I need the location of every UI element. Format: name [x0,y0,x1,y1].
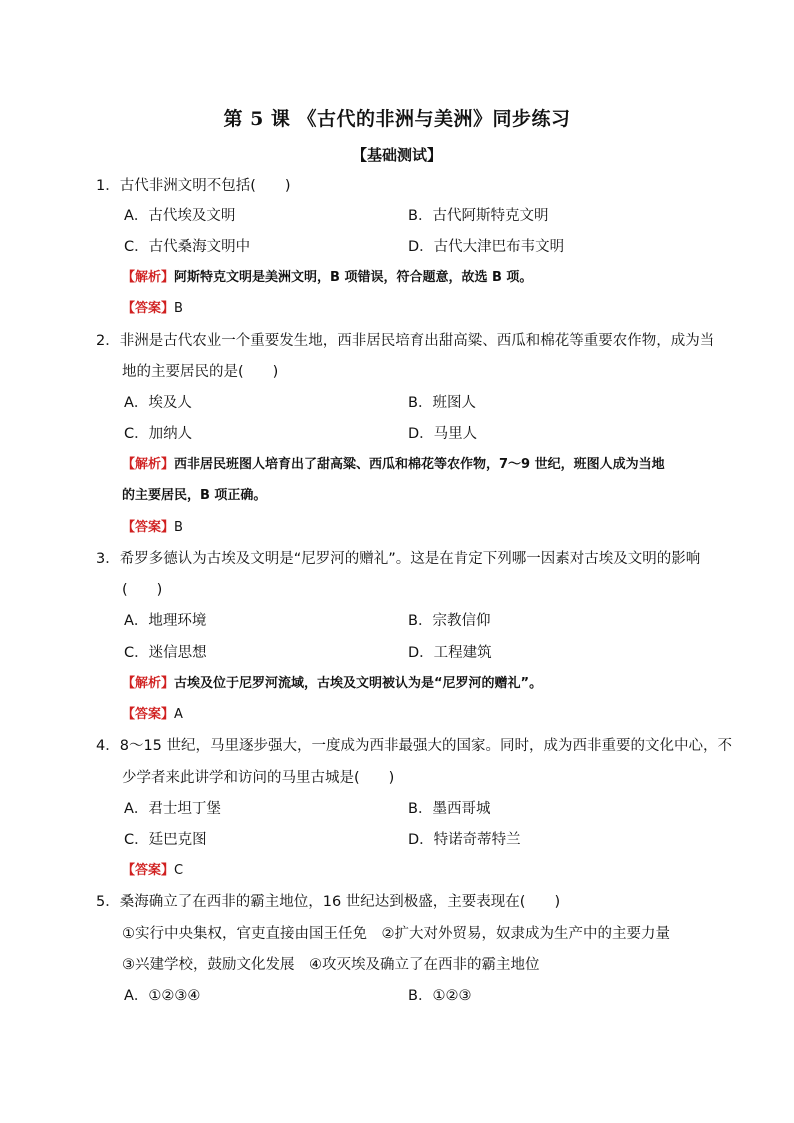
question-5-option-b: B．①②③ [408,988,472,1004]
question-2-analysis-line-1 [122,455,665,475]
answer-value: B [174,520,183,535]
question-1-answer [122,299,183,319]
analysis-text: 古埃及位于尼罗河流域，古埃及文明被认为是“尼罗河的赠礼”。 [174,676,543,691]
section-heading: 【基础测试】 [351,146,442,164]
question-3-option-a: A．地理环境 [124,613,207,629]
question-2-answer [122,518,183,538]
analysis-text: 西非居民班图人培育出了甜高粱、西瓜和棉花等农作物，7～9 世纪，班图人成为当地 [174,457,665,472]
question-4-option-c: C．廷巴克图 [124,832,207,848]
question-1-option-d: D．古代大津巴布韦文明 [408,239,565,255]
answer-value: A [174,707,183,722]
question-1-option-b: B．古代阿斯特克文明 [408,208,549,224]
question-1-analysis [122,268,532,288]
question-3-option-c: C．迷信思想 [124,645,207,661]
analysis-text: 阿斯特克文明是美洲文明，B 项错误，符合题意，故选 B 项。 [174,270,533,285]
question-4-option-d: D．特诺奇蒂特兰 [408,832,521,848]
question-1-option-c: C．古代桑海文明中 [124,239,251,255]
question-1-stem: 1．古代非洲文明不包括( ) [96,178,291,194]
question-4-option-b: B．墨西哥城 [408,801,491,817]
question-3-stem-line-2: ( ) [122,582,163,598]
analysis-tag: 【解析】 [122,270,175,285]
question-2-option-a: A．埃及人 [124,395,192,411]
question-1-option-a: A．古代埃及文明 [124,208,236,224]
analysis-tag: 【解析】 [122,676,175,691]
analysis-tag: 【解析】 [122,457,175,472]
question-4-stem-line-1: 4．8～15 世纪，马里逐步强大，一度成为西非最强大的国家。同时，成为西非重要的文化中心，不 [96,738,733,754]
question-2-option-d: D．马里人 [408,426,478,442]
answer-tag: 【答案】 [122,707,175,722]
question-5-stem: 5．桑海确立了在西非的霸主地位，16 世纪达到极盛，主要表现在( ) [96,894,561,910]
answer-value: B [174,301,183,316]
question-4-stem-line-2: 少学者来此讲学和访问的马里古城是( ) [122,770,395,786]
question-2-analysis-line-2: 的主要居民，B 项正确。 [122,488,267,503]
question-2-stem-line-2: 地的主要居民的是( ) [122,364,279,380]
question-4-answer [122,861,183,881]
answer-tag: 【答案】 [122,863,175,878]
question-5-items-line-1: ①实行中央集权，官吏直接由国王任免 ②扩大对外贸易，奴隶成为生产中的主要力量 [122,926,670,942]
question-3-option-b: B．宗教信仰 [408,613,491,629]
question-2-option-b: B．班图人 [408,395,476,411]
question-4-option-a: A．君士坦丁堡 [124,801,221,817]
question-5-option-a: A．①②③④ [124,988,201,1004]
question-3-analysis [122,674,542,694]
question-3-option-d: D．工程建筑 [408,645,492,661]
page-title: 第 5 课 《古代的非洲与美洲》同步练习 [223,108,571,130]
answer-tag: 【答案】 [122,301,175,316]
question-3-stem-line-1: 3．希罗多德认为古埃及文明是“尼罗河的赠礼”。这是在肯定下列哪一因素对古埃及文明的影响 [96,551,701,567]
question-3-answer [122,705,183,725]
answer-value: C [174,863,184,878]
question-2-option-c: C．加纳人 [124,426,193,442]
answer-tag: 【答案】 [122,520,175,535]
question-2-stem-line-1: 2．非洲是古代农业一个重要发生地，西非居民培育出甜高粱、西瓜和棉花等重要农作物，成为当 [96,333,715,349]
question-5-items-line-2: ③兴建学校，鼓励文化发展 ④攻灭埃及确立了在西非的霸主地位 [122,957,540,973]
